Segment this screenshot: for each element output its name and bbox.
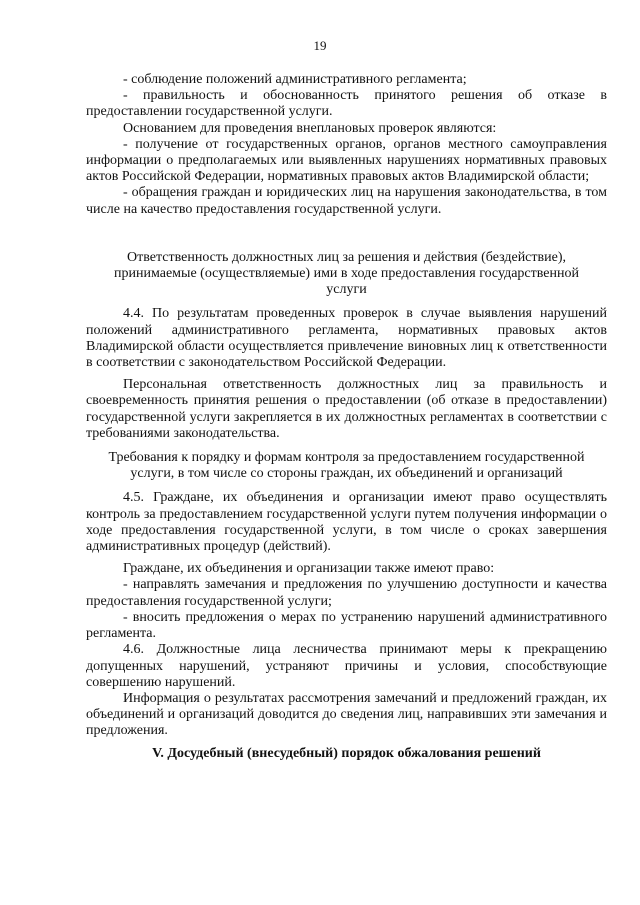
paragraph: - получение от государственных органов, органов местного самоуправления информации о предполагаемых или выявленных нарушениях нормативных правовых актов Российской Федерации, нормативных правовых актов Владимирской области; [86, 136, 607, 185]
paragraph: Граждане, их объединения и организации также имеют право: [123, 561, 495, 577]
paragraph: 4.4. По результатам проведенных проверок в случае выявления нарушений положений административного регламента, нормативных правовых актов Владимирской области осуществляется привлечение виновных лиц к ответственности в соответствии с законодательством Российской Федерации. [86, 306, 607, 371]
page-body [86, 72, 607, 762]
paragraph: - соблюдение положений административного регламента; [123, 72, 467, 87]
section-heading-responsibility: Ответственность должностных лиц за решения и действия (бездействие), принимаемые (осуществляемые) ими в ходе предоставления государственной услуги [114, 249, 579, 298]
paragraph: - правильность и обоснованность принятого решения об отказе в предоставлении государственной услуги. [86, 88, 607, 120]
page-number: 19 [313, 38, 327, 53]
chapter-heading-section-v: V. Досудебный (внесудебный) порядок обжалования решений [152, 745, 541, 761]
paragraph: - вносить предложения о мерах по устранению нарушений административного регламента. [86, 609, 607, 642]
paragraph: Основанием для проведения внеплановых проверок являются: [123, 120, 497, 136]
paragraph: - обращения граждан и юридических лиц на нарушения законодательства, в том числе на качество предоставления государственной услуги. [86, 185, 607, 217]
paragraph: 4.6. Должностные лица лесничества принимают меры к прекращению допущенных нарушений, устраняют причины и условия, способствующие совершению нарушений. [86, 642, 607, 690]
paragraph: - направлять замечания и предложения по улучшению доступности и качества предоставления государственной услуги; [86, 577, 607, 609]
paragraph: Информация о результатах рассмотрения замечаний и предложений граждан, их объединений и организаций доводится до сведения лиц, направивших эти замечания и предложения. [86, 690, 607, 739]
section-heading-control: Требования к порядку и формам контроля за предоставлением государственной услуги, в том числе со стороны граждан, их объединений и организаций [108, 450, 585, 482]
paragraph: 4.5. Граждане, их объединения и организации имеют право осуществлять контроль за предоставлением государственной услуги путем получения информации о ходе предоставления государственной услуги, в том числе о сроках завершения административных процедур (действий). [86, 490, 607, 555]
paragraph: Персональная ответственность должностных лиц за правильность и своевременность принятия решения о предоставлении (об отказе в предоставлении) государственной услуги закрепляется в их должностных регламентах в соответствии с требованиями законодательства. [86, 377, 607, 441]
